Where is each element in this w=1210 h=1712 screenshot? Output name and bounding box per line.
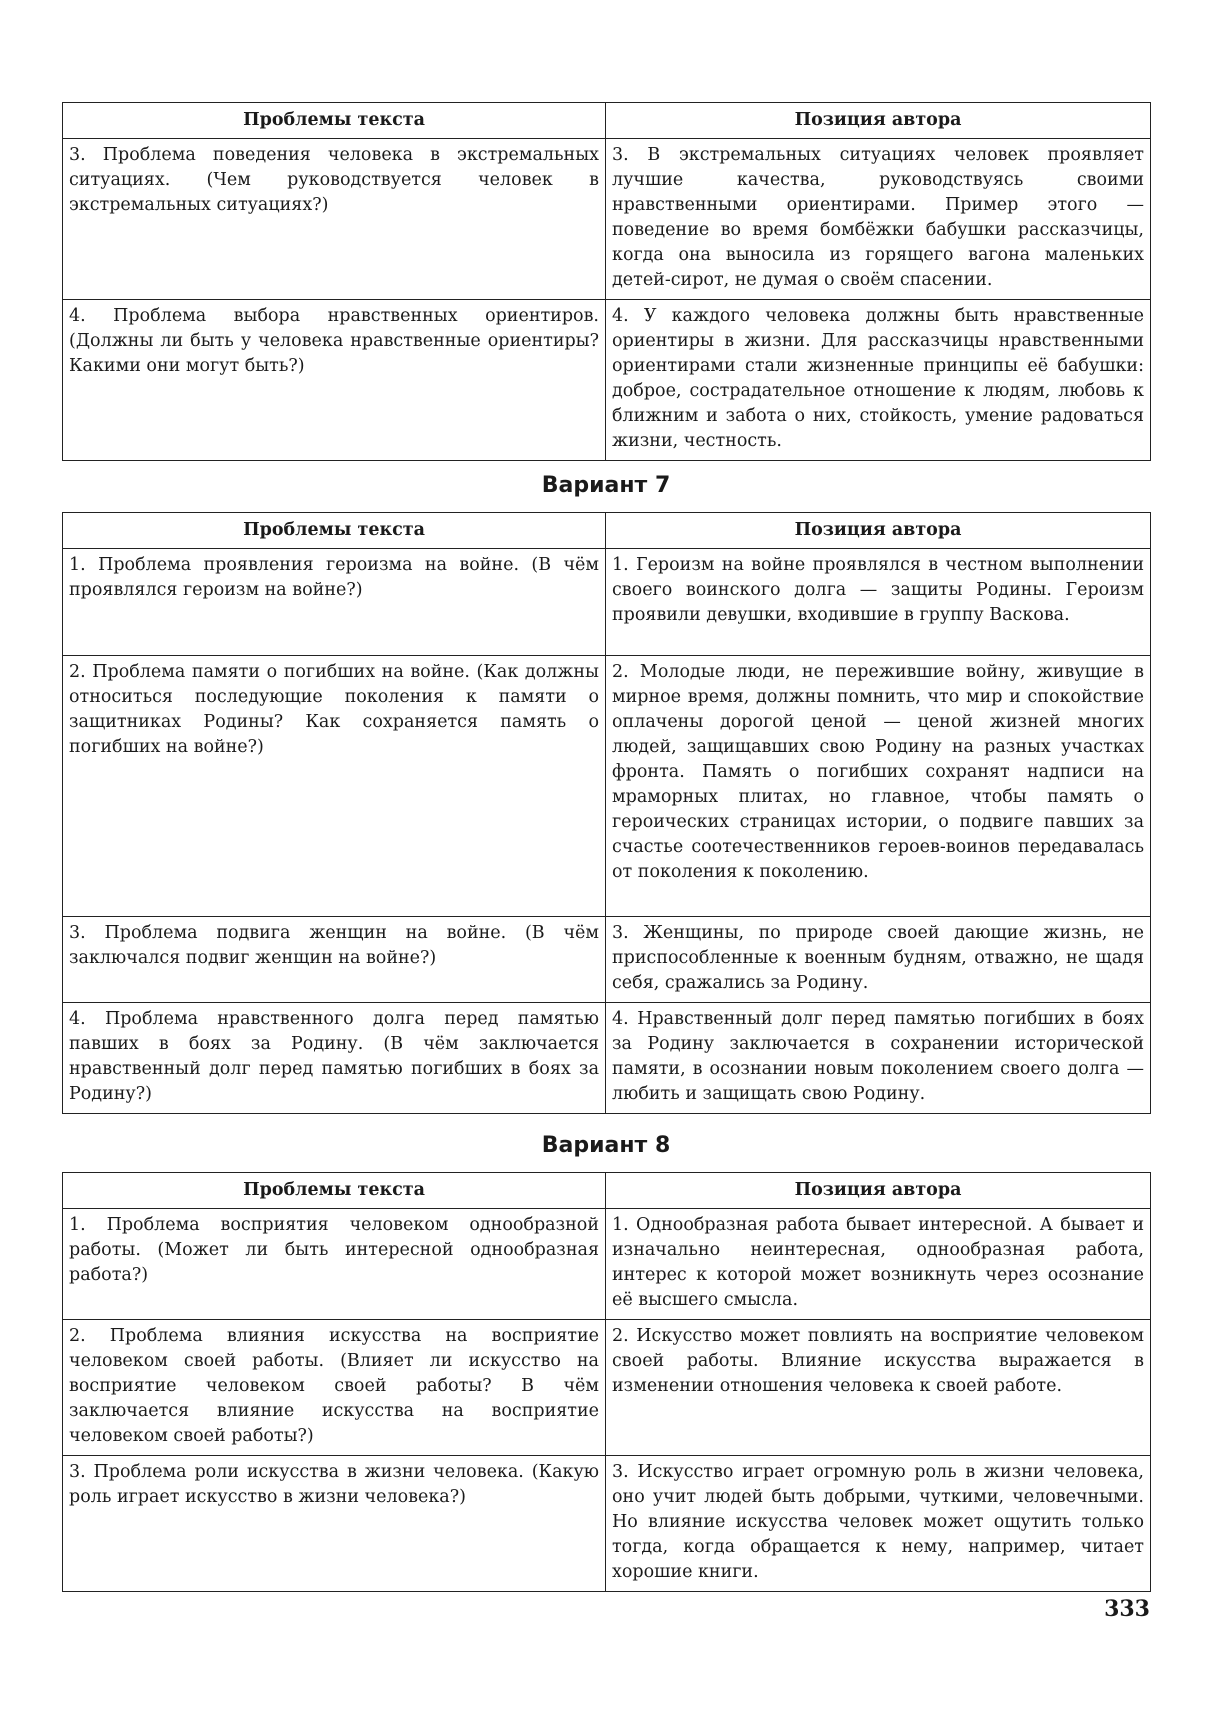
variant7-title: Вариант 7 — [541, 473, 671, 498]
variant8-title: Вариант 8 — [541, 1133, 671, 1158]
problem-cell: 3. Проблема поведения человека в экстремальных ситуациях. (Чем руководствуется человек в экстремальных ситуациях?) — [63, 139, 606, 300]
position-cell: 1. Героизм на войне проявлялся в честном выполнении своего воинского долга — защиты Родины. Героизм проявили девушки, входившие в группу Васкова. — [606, 549, 1151, 656]
header-position: Позиция автора — [606, 1173, 1151, 1209]
table-header-row — [63, 1173, 1151, 1209]
table-row — [63, 656, 1151, 917]
header-problems: Проблемы текста — [63, 513, 606, 549]
table-row — [63, 1320, 1151, 1456]
position-cell: 3. Искусство играет огромную роль в жизни человека, оно учит людей быть добрыми, чуткими, человечными. Но влияние искусства человек может ощутить только тогда, когда обращается к нему, например, читает хорошие книги. — [606, 1456, 1151, 1592]
table-row — [63, 1003, 1151, 1114]
table-top — [62, 102, 1151, 461]
table-row — [63, 917, 1151, 1003]
position-cell: 2. Искусство может повлиять на восприятие человеком своей работы. Влияние искусства выражается в изменении отношения человека к своей работе. — [606, 1320, 1151, 1456]
table-header-row — [63, 103, 1151, 139]
problem-cell: 3. Проблема роли искусства в жизни человека. (Какую роль играет искусство в жизни человека?) — [63, 1456, 606, 1592]
table-row — [63, 139, 1151, 300]
page-number: 333 — [1104, 1596, 1150, 1622]
problem-cell: 1. Проблема восприятия человеком однообразной работы. (Может ли быть интересной однообразная работа?) — [63, 1209, 606, 1320]
problem-cell: 4. Проблема нравственного долга перед памятью павших в боях за Родину. (В чём заключается нравственный долг перед памятью погибших в боях за Родину?) — [63, 1003, 606, 1114]
header-problems: Проблемы текста — [63, 1173, 606, 1209]
problem-cell: 3. Проблема подвига женщин на войне. (В чём заключался подвиг женщин на войне?) — [63, 917, 606, 1003]
table-row — [63, 1456, 1151, 1592]
table-row — [63, 1209, 1151, 1320]
position-cell: 3. В экстремальных ситуациях человек проявляет лучшие качества, руководствуясь своими нравственными ориентирами. Пример этого — поведение во время бомбёжки бабушки рассказчицы, когда она выносила из горящего вагона маленьких детей-сирот, не думая о своём спасении. — [606, 139, 1151, 300]
position-cell: 4. У каждого человека должны быть нравственные ориентиры в жизни. Для рассказчицы нравственными ориентирами стали жизненные принципы её бабушки: доброе, сострадательное отношение к людям, любовь к ближним и забота о них, стойкость, умение радоваться жизни, честность. — [606, 300, 1151, 461]
header-position: Позиция автора — [606, 103, 1151, 139]
position-cell: 1. Однообразная работа бывает интересной. А бывает и изначально неинтересная, однообразная работа, интерес к которой может возникнуть через осознание её высшего смысла. — [606, 1209, 1151, 1320]
position-cell: 2. Молодые люди, не пережившие войну, живущие в мирное время, должны помнить, что мир и спокойствие оплачены дорогой ценой — ценой жизней многих людей, защищавших свою Родину на разных участках фронта. Память о погибших сохранят надписи на мраморных плитах, но главное, чтобы память о героических страницах истории, о подвиге павших за счастье соотечественников героев-воинов передавалась от поколения к поколению. — [606, 656, 1151, 917]
problem-cell: 2. Проблема влияния искусства на восприятие человеком своей работы. (Влияет ли искусство на восприятие человеком своей работы? В чём заключается влияние искусства на восприятие человеком своей работы?) — [63, 1320, 606, 1456]
table-variant7 — [62, 512, 1151, 1114]
table-row — [63, 549, 1151, 656]
problem-cell: 2. Проблема памяти о погибших на войне. (Как должны относиться последующие поколения к памяти о защитниках Родины? Как сохраняется память о погибших на войне?) — [63, 656, 606, 917]
table-header-row — [63, 513, 1151, 549]
table-variant8 — [62, 1172, 1151, 1592]
problem-cell: 4. Проблема выбора нравственных ориентиров. (Должны ли быть у человека нравственные ориентиры? Какими они могут быть?) — [63, 300, 606, 461]
position-cell: 4. Нравственный долг перед памятью погибших в боях за Родину заключается в сохранении исторической памяти, в осознании новым поколением своего долга — любить и защищать свою Родину. — [606, 1003, 1151, 1114]
header-problems: Проблемы текста — [63, 103, 606, 139]
position-cell: 3. Женщины, по природе своей дающие жизнь, не приспособленные к военным будням, отважно, не щадя себя, сражались за Родину. — [606, 917, 1151, 1003]
problem-cell: 1. Проблема проявления героизма на войне. (В чём проявлялся героизм на войне?) — [63, 549, 606, 656]
header-position: Позиция автора — [606, 513, 1151, 549]
table-row — [63, 300, 1151, 461]
